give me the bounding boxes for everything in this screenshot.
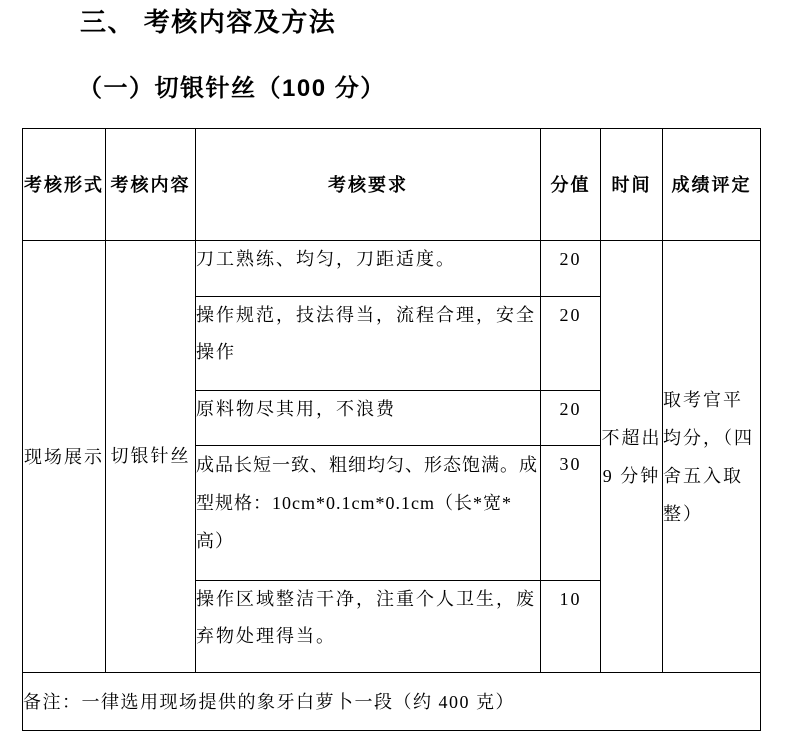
header-time: 时间 <box>601 129 663 241</box>
section-heading: 三、 考核内容及方法 <box>80 7 337 37</box>
requirement-cell: 原料物尽其用，不浪费 <box>196 391 541 446</box>
header-grading: 成绩评定 <box>663 129 761 241</box>
requirement-cell: 刀工熟练、均匀，刀距适度。 <box>196 241 541 297</box>
sub-heading: （一）切银针丝（100 分） <box>78 75 386 102</box>
header-row <box>23 129 761 241</box>
requirement-cell: 操作规范，技法得当，流程合理，安全操作 <box>196 297 541 391</box>
assessment-table <box>22 128 761 731</box>
score-cell: 20 <box>541 241 601 297</box>
header-content: 考核内容 <box>106 129 196 241</box>
note-row <box>23 673 761 731</box>
requirement-cell: 操作区域整洁干净，注重个人卫生，废弃物处理得当。 <box>196 581 541 673</box>
header-requirement: 考核要求 <box>196 129 541 241</box>
note-cell: 备注：一律选用现场提供的象牙白萝卜一段（约 400 克） <box>23 673 761 731</box>
score-cell: 20 <box>541 391 601 446</box>
table-row <box>23 241 761 297</box>
score-cell: 20 <box>541 297 601 391</box>
form-cell: 现场展示 <box>23 241 106 673</box>
content-cell: 切银针丝 <box>106 241 196 673</box>
requirement-cell: 成品长短一致、粗细均匀、形态饱满。成型规格：10cm*0.1cm*0.1cm（长*宽*高） <box>196 446 541 581</box>
header-score: 分值 <box>541 129 601 241</box>
grading-method-cell: 取考官平均分，（四舍五入取整） <box>663 241 761 673</box>
header-form: 考核形式 <box>23 129 106 241</box>
score-cell: 30 <box>541 446 601 581</box>
score-cell: 10 <box>541 581 601 673</box>
time-limit-cell: 不超出 9 分钟 <box>601 241 663 673</box>
